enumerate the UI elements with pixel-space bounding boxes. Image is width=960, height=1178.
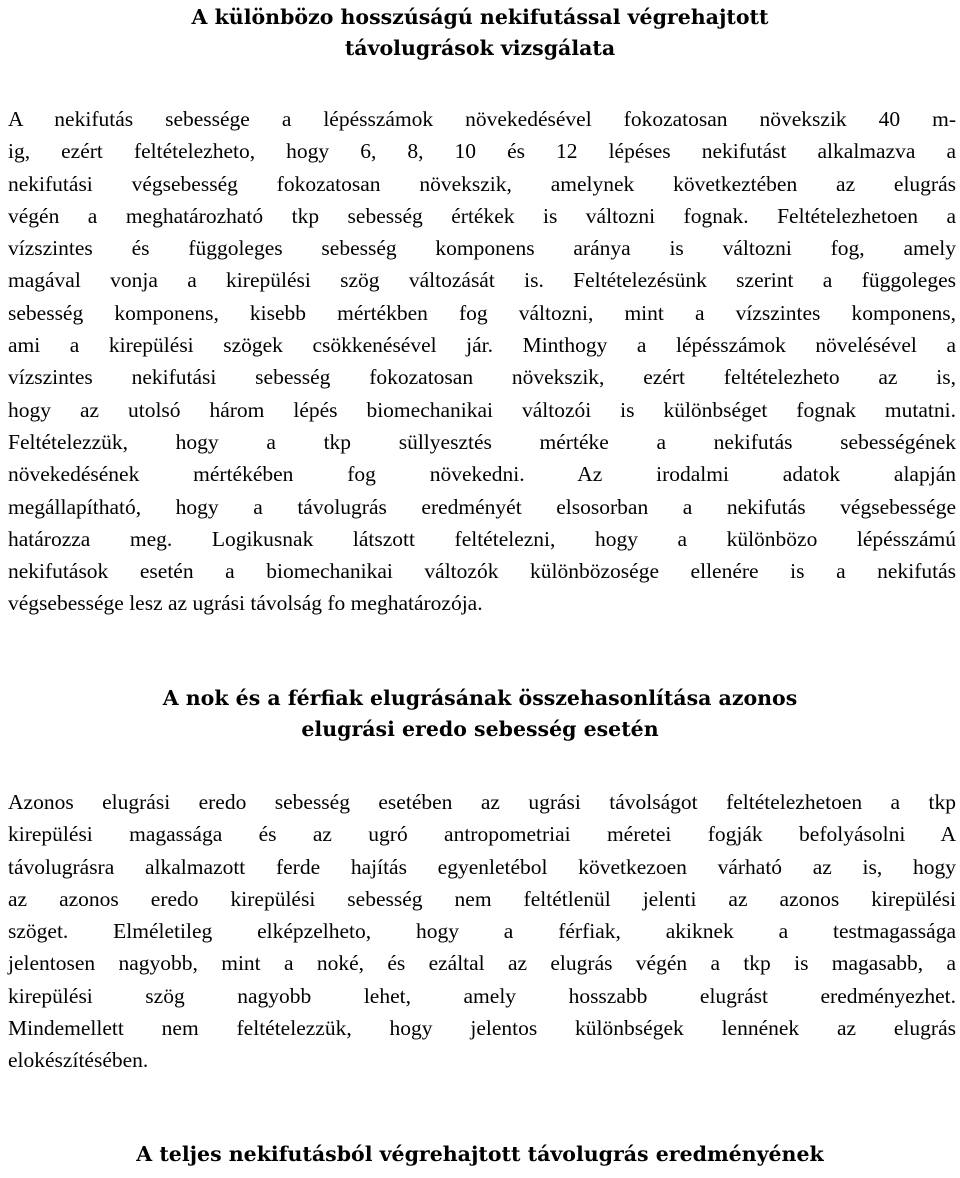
text-line: ami a kirepülési szögek csökkenésével jár. Minthogy a lépésszámok növelésével a [8, 333, 956, 358]
text-line: kirepülési szög nagyobb lehet, amely hosszabb elugrást eredményezhet. [8, 983, 956, 1008]
text-line: jelentosen nagyobb, mint a noké, és ezáltal az elugrás végén a tkp is magasabb, a [8, 951, 956, 976]
paragraph-takeoff-speed [8, 786, 956, 1077]
text-line: szöget. Elméletileg elképzelheto, hogy a férfiak, akiknek a testmagassága [8, 919, 956, 944]
text-line: hogy az utolsó három lépés biomechanikai változói is különbséget fognak mutatni. [8, 397, 956, 422]
heading-line: A nok és a férfiak elugrásának összehasonlítása azonos [162, 686, 798, 710]
text-line: vízszintes és függoleges sebesség komponens aránya is változni fog, amely [8, 236, 956, 261]
text-line: megállapítható, hogy a távolugrás eredményét elsosorban a nekifutás végsebessége [8, 494, 956, 519]
text-line: ig, ezért feltételezheto, hogy 6, 8, 10 és 12 lépéses nekifutást alkalmazva a [8, 139, 956, 164]
text-line: távolugrásra alkalmazott ferde hajítás egyenletébol következoen várható az is, hogy [8, 854, 956, 879]
heading-line: távolugrások vizsgálata [344, 36, 616, 60]
text-line: kirepülési magassága és az ugró antropometriai méretei fogják befolyásolni A [8, 822, 956, 847]
text-line: Feltételezzük, hogy a tkp süllyesztés mértéke a nekifutás sebességének [8, 429, 956, 454]
section-heading-gender-comparison [40, 683, 920, 745]
paragraph-approach-speed [8, 103, 956, 620]
text-line: A nekifutás sebessége a lépésszámok növekedésével fokozatosan növekszik 40 m- [8, 107, 956, 131]
text-line: Azonos elugrási eredo sebesség esetében az ugrási távolságot feltételezhetoen a tkp [8, 790, 956, 814]
text-line: végén a meghatározható tkp sebesség értékek is változni fognak. Feltételezhetoen a [8, 203, 956, 228]
section-heading-long-jump-approach [40, 2, 920, 64]
text-line: határozza meg. Logikusnak látszott feltételezni, hogy a különbözo lépésszámú [8, 526, 956, 551]
text-line: vízszintes nekifutási sebesség fokozatosan növekszik, ezért feltételezheto az is, [8, 365, 956, 390]
heading-line: elugrási eredo sebesség esetén [301, 717, 659, 741]
text-line: Mindemellett nem feltételezzük, hogy jelentos különbségek lennének az elugrás [8, 1016, 956, 1041]
heading-line: A különbözo hosszúságú nekifutással végrehajtott [191, 5, 769, 29]
text-line: az azonos eredo kirepülési sebesség nem feltétlenül jelenti az azonos kirepülési [8, 886, 956, 911]
text-line: végsebessége lesz az ugrási távolság fo meghatározója. [8, 591, 483, 616]
section-heading-full-approach-results [20, 1139, 940, 1170]
text-line: nekifutások esetén a biomechanikai változók különbözosége ellenére is a nekifutás [8, 559, 956, 584]
text-line: sebesség komponens, kisebb mértékben fog változni, mint a vízszintes komponens, [8, 300, 956, 325]
text-line: nekifutási végsebesség fokozatosan növekszik, amelynek következtében az elugrás [8, 171, 956, 196]
text-line: magával vonja a kirepülési szög változását is. Feltételezésünk szerint a függoleges [8, 268, 956, 293]
heading-line: A teljes nekifutásból végrehajtott távolugrás eredményének [136, 1142, 824, 1166]
text-line: növekedésének mértékében fog növekedni. Az irodalmi adatok alapján [8, 462, 956, 487]
text-line: elokészítésében. [8, 1048, 149, 1073]
